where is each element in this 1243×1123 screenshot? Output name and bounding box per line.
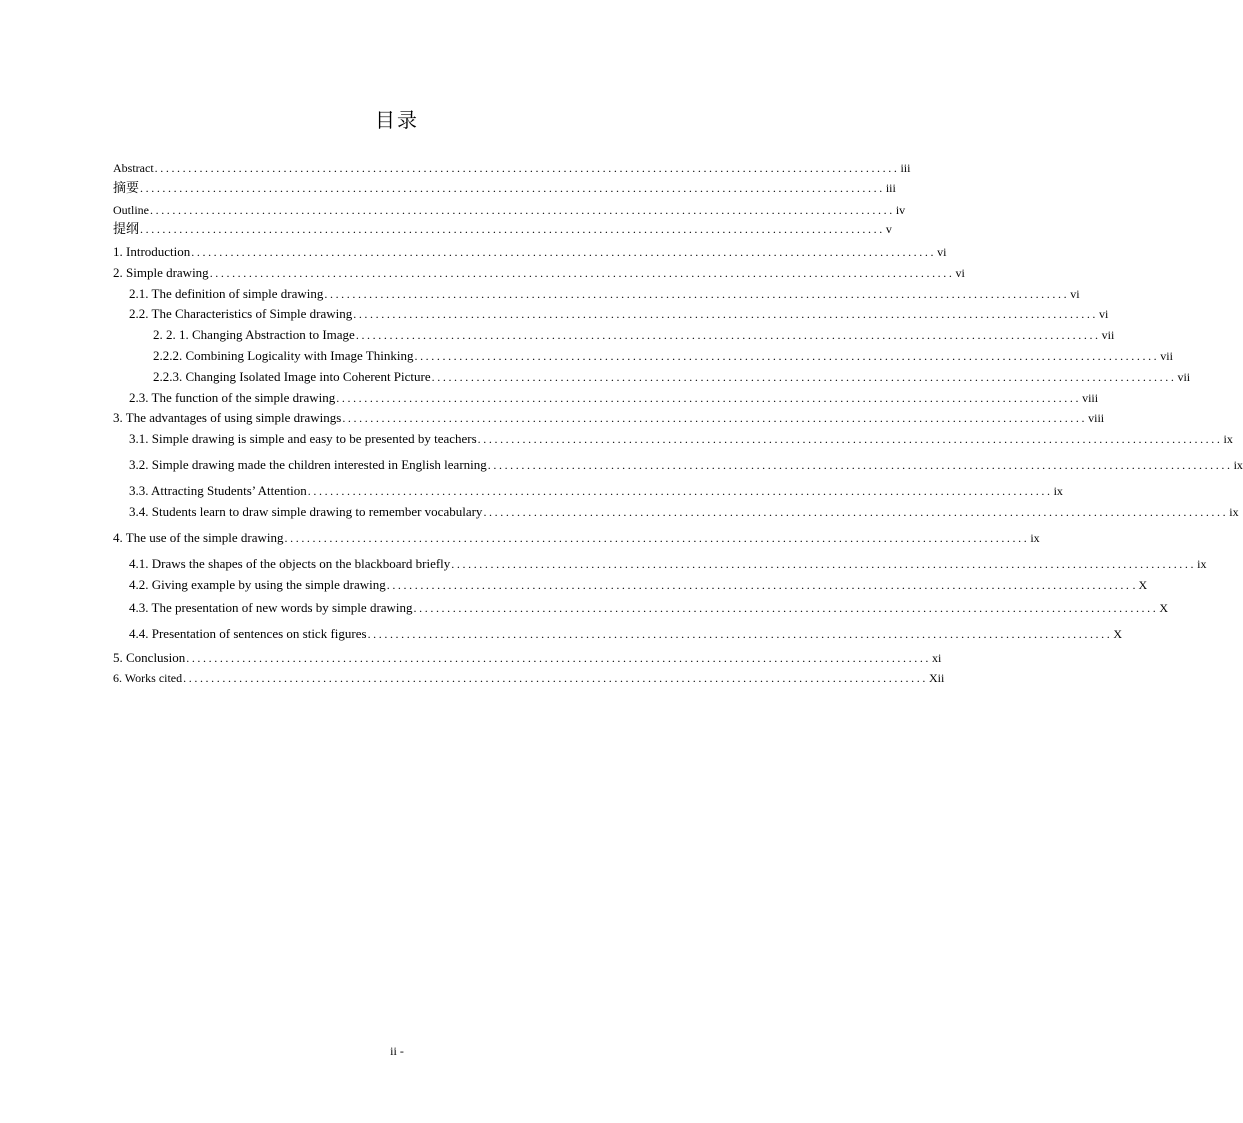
- toc-label: 摘要: [113, 180, 140, 195]
- toc-leader: .....................................................................................................................................: [342, 411, 1088, 425]
- toc-page-number: vi: [937, 245, 947, 259]
- toc-entry-conclusion[interactable]: [113, 649, 942, 667]
- toc-page-number: vii: [1177, 370, 1191, 384]
- toc-entry-chinese-abstract[interactable]: [113, 179, 896, 197]
- toc-leader: .....................................................................................................................................: [191, 245, 937, 259]
- toc-leader: .....................................................................................................................................: [353, 307, 1099, 321]
- toc-entry-function[interactable]: [129, 389, 1099, 407]
- toc-label: 2.2.3. Changing Isolated Image into Coherent Picture: [153, 369, 431, 384]
- toc-leader: .....................................................................................................................................: [483, 505, 1229, 519]
- toc-page-number: ix: [1223, 432, 1233, 446]
- toc-page-number: v: [885, 222, 892, 236]
- toc-leader: .....................................................................................................................................: [307, 484, 1053, 498]
- toc-entry-coherent-picture[interactable]: [153, 368, 1191, 386]
- toc-entry-remember-vocabulary[interactable]: [129, 503, 1239, 521]
- toc-entry-children-interested[interactable]: [129, 456, 1243, 474]
- toc-label: Outline: [113, 203, 149, 217]
- toc-leader: .....................................................................................................................................: [355, 328, 1101, 342]
- toc-page-number: vi: [1099, 307, 1109, 321]
- toc-leader: .....................................................................................................................................: [431, 370, 1177, 384]
- toc-label: 3.2. Simple drawing made the children interested in English learning: [129, 457, 487, 472]
- toc-page-number: ix: [1030, 531, 1040, 545]
- toc-label: 5. Conclusion: [113, 650, 186, 665]
- toc-page-number: viii: [1088, 411, 1105, 425]
- toc-entry-definition[interactable]: [129, 285, 1080, 303]
- toc-entry-works-cited[interactable]: [113, 669, 945, 687]
- toc-page-number: X: [1159, 601, 1169, 615]
- toc-entry-stick-figures[interactable]: [129, 625, 1123, 643]
- toc-page-number: iii: [900, 161, 911, 175]
- toc-leader: .....................................................................................................................................: [336, 391, 1082, 405]
- toc-leader: .....................................................................................................................................: [186, 651, 932, 665]
- toc-label: 6. Works cited: [113, 671, 183, 685]
- toc-page-number: xi: [932, 651, 942, 665]
- toc-label: 1. Introduction: [113, 244, 191, 259]
- toc-label: 2.1. The definition of simple drawing: [129, 286, 324, 301]
- toc-entry-attracting-attention[interactable]: [129, 482, 1063, 500]
- toc-entry-advantages[interactable]: [113, 409, 1105, 427]
- page-number-footer: ii -: [390, 1044, 404, 1058]
- toc-page-number: vii: [1160, 349, 1173, 363]
- toc-leader: .....................................................................................................................................: [413, 601, 1159, 615]
- toc-leader: .....................................................................................................................................: [150, 203, 895, 217]
- toc-entry-outline[interactable]: [113, 201, 906, 219]
- toc-page-number: X: [1113, 627, 1123, 641]
- toc-page-number: iii: [885, 181, 896, 195]
- toc-entry-logicality[interactable]: [153, 347, 1173, 365]
- toc-leader: .....................................................................................................................................: [140, 222, 885, 236]
- toc-leader: .....................................................................................................................................: [209, 266, 955, 280]
- toc-entry-abstraction-to-image[interactable]: [153, 326, 1115, 344]
- toc-label: 2.2.2. Combining Logicality with Image Thinking: [153, 348, 414, 363]
- toc-leader: .....................................................................................................................................: [477, 432, 1223, 446]
- toc-entry-chinese-outline[interactable]: [113, 220, 892, 238]
- toc-label: 4.2. Giving example by using the simple drawing: [129, 577, 386, 592]
- toc-label: 4. The use of the simple drawing: [113, 530, 284, 545]
- toc-label: 4.1. Draws the shapes of the objects on the blackboard briefly: [129, 556, 451, 571]
- toc-page-number: viii: [1082, 391, 1099, 405]
- toc-leader: .....................................................................................................................................: [367, 627, 1113, 641]
- toc-page-number: vi: [1070, 287, 1080, 301]
- toc-label: 3.4. Students learn to draw simple drawing to remember vocabulary: [129, 504, 483, 519]
- toc-label: 2. Simple drawing: [113, 265, 209, 280]
- toc-page-number: . X: [1132, 578, 1148, 592]
- toc-label: 3.3. Attracting Students’ Attention: [129, 483, 307, 498]
- toc-leader: .....................................................................................................................................: [451, 557, 1197, 571]
- toc-label: 3. The advantages of using simple drawings: [113, 410, 342, 425]
- toc-leader: .....................................................................................................................................: [140, 181, 885, 195]
- toc-label: Abstract: [113, 161, 154, 175]
- toc-page-number: vi: [955, 266, 965, 280]
- toc-entry-simple-drawing[interactable]: [113, 264, 965, 282]
- toc-label: 2.3. The function of the simple drawing: [129, 390, 336, 405]
- toc-label: 2. 2. 1. Changing Abstraction to Image: [153, 327, 355, 342]
- toc-entry-abstract[interactable]: [113, 159, 911, 177]
- toc-entry-introduction[interactable]: [113, 243, 947, 261]
- toc-page-number: ix: [1197, 557, 1207, 571]
- toc-label: 2.2. The Characteristics of Simple drawing: [129, 306, 353, 321]
- toc-leader: .....................................................................................................................................: [183, 671, 928, 685]
- toc-entry-shapes-blackboard[interactable]: [129, 555, 1207, 573]
- toc-entry-use-of-drawing[interactable]: [113, 529, 1040, 547]
- toc-leader: .....................................................................................................................................: [414, 349, 1160, 363]
- toc-page-number: iv: [895, 203, 906, 217]
- toc-entry-easy-presented[interactable]: [129, 430, 1233, 448]
- toc-leader: .....................................................................................................................................: [284, 531, 1030, 545]
- toc-label: 4.3. The presentation of new words by simple drawing: [129, 600, 413, 615]
- toc-label: 3.1. Simple drawing is simple and easy to be presented by teachers: [129, 431, 477, 446]
- toc-page-number: Xii: [928, 671, 945, 685]
- page-title: 目录: [375, 110, 419, 132]
- toc-page-number: ix: [1053, 484, 1063, 498]
- toc-page-number: ix: [1233, 458, 1243, 472]
- toc-leader: .....................................................................................................................................: [324, 287, 1070, 301]
- toc-label: 提纲: [113, 221, 140, 236]
- toc-leader: .....................................................................................................................................: [487, 458, 1233, 472]
- toc-page-number: vii: [1101, 328, 1115, 342]
- toc-entry-new-words[interactable]: [129, 599, 1169, 617]
- toc-leader: .....................................................................................................................................: [386, 578, 1132, 592]
- toc-label: 4.4. Presentation of sentences on stick figures: [129, 626, 367, 641]
- toc-entry-giving-example[interactable]: [129, 576, 1148, 594]
- toc-page-number: ix: [1229, 505, 1239, 519]
- toc-entry-characteristics[interactable]: [129, 305, 1109, 323]
- toc-leader: .....................................................................................................................................: [154, 161, 900, 175]
